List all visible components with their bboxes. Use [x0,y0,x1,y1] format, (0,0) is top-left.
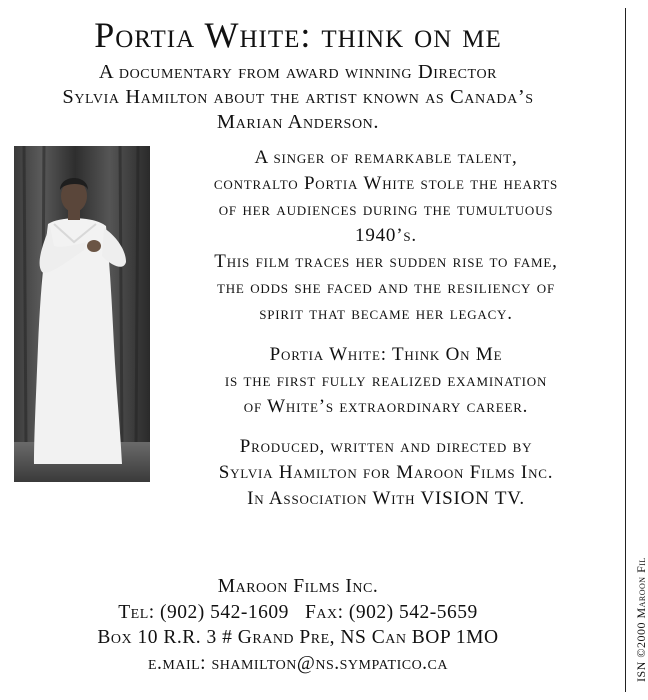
think-on-me-line: Portia White: Think On Me [269,344,503,365]
contact-block [0,574,596,676]
think-on-me-line: of White’s extraordinary career. [243,396,529,417]
description-line: This film traces her sudden rise to fame, [214,251,558,272]
credits-line: Produced, written and directed by [239,436,533,457]
page-title: Portia White: think on me [94,15,502,55]
think-on-me-paragraph [158,342,614,420]
description-paragraph [158,145,614,327]
description-line: A singer of remarkable talent, [254,147,518,168]
intro-paragraph [0,60,596,135]
postal-address: Box 10 R.R. 3 # Grand Pre, NS Can BOP 1MO [97,627,499,648]
credits-paragraph [158,434,614,512]
vertical-copyright-text: ISN ©2000 Maroon Fil [634,557,648,682]
credits-line: Sylvia Hamilton for Maroon Films Inc. [218,462,554,483]
description-line: contralto Portia White stole the hearts [213,173,559,194]
singer-photo [14,146,150,482]
phone-fax: Tel: (902) 542-1609 Fax: (902) 542-5659 [118,601,478,623]
think-on-me-line: is the first fully realized examination [224,370,548,391]
vertical-divider [625,8,626,692]
email-address: e.mail: shamilton@ns.sympatico.ca [147,652,448,674]
description-line: of her audiences during the tumultuous [218,199,554,220]
intro-line: Sylvia Hamilton about the artist known as Canada’s [62,86,534,108]
intro-line: A documentary from award winning Director [98,61,498,83]
company-name: Maroon Films Inc. [217,576,379,597]
description-line: spirit that became her legacy. [259,303,513,324]
description-line: the odds she faced and the resiliency of [216,277,555,298]
credits-line: In Association With VISION TV. [247,488,525,509]
intro-line: Marian Anderson. [216,111,380,133]
description-line: 1940’s. [355,225,417,246]
